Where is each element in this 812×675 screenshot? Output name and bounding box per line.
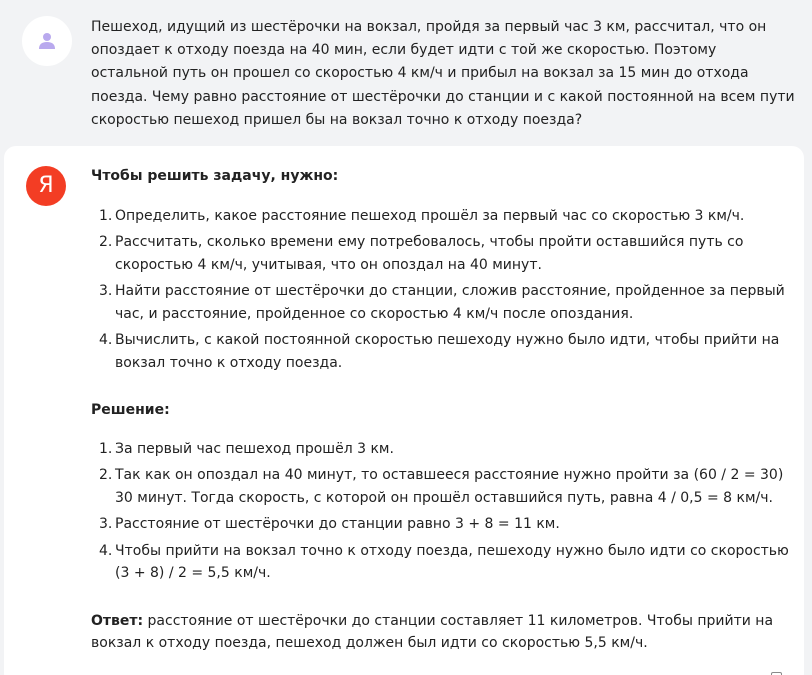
assistant-message-content [91, 165, 791, 655]
list-item: 1. За первый час пешеход прошёл 3 км. [99, 440, 394, 457]
answer-label: Ответ: [91, 612, 144, 629]
list-item: 4. Чтобы прийти на вокзал точно к отходу поезда, пешеходу нужно было идти со скоростью (3 + 8) / 2 = 5,5 км/ч. [99, 542, 789, 581]
solution-list [91, 438, 791, 585]
list-item: 3. Найти расстояние от шестёрочки до станции, сложив расстояние, пройденное за первый час, и расстояние, пройденное со скоростью 4 км/ч после опоздания. [99, 283, 785, 322]
list-item: 2. Рассчитать, сколько времени ему потребовалось, чтобы пройти оставшийся путь со скоростью 4 км/ч, учитывая, что он опоздал на 40 минут. [99, 234, 744, 273]
answer-text: расстояние от шестёрочки до станции составляет 11 километров. Чтобы прийти на вокзал к отходу поезда, пешеход должен был идти со скоростью 5,5 км/ч. [91, 612, 774, 651]
answer-paragraph [91, 610, 791, 655]
list-item: 4. Вычислить, с какой постоянной скоростью пешеходу нужно было идти, чтобы прийти на вокзал точно к отходу поезда. [99, 332, 780, 371]
user-message-text: Пешеход, идущий из шестёрочки на вокзал, пройдя за первый час 3 км, рассчитал, что он опоздает к отходу поезда на 40 мин, если будет идти с той же скоростью. Поэтому остальной путь он прошел со скоростью 4 км/ч и прибыл на вокзал за 15 мин до отхода поезда. Чему равно расстояние от шестёрочки до станции и с какой постоянной на всем пути скоростью пешеход пришел бы на вокзал точно к отходу поезда? [91, 19, 795, 128]
user-message [0, 0, 812, 146]
list-item: 2. Так как он опоздал на 40 минут, то оставшееся расстояние нужно пройти за (60 / 2 = 30) 30 минут. Тогда скорость, с которой он прошёл оставшийся путь, равна 4 / 0,5 = 8 км/ч. [99, 467, 784, 506]
list-item: 3. Расстояние от шестёрочки до станции равно 3 + 8 = 11 км. [99, 516, 560, 532]
plan-heading: Чтобы решить задачу, нужно: [91, 168, 339, 184]
user-icon [37, 31, 57, 51]
yandex-logo-icon: Я [26, 166, 66, 206]
list-item: 1. Определить, какое расстояние пешеход прошёл за первый час со скоростью 3 км/ч. [99, 207, 745, 224]
solution-heading: Решение: [91, 402, 170, 418]
assistant-message [4, 146, 804, 675]
user-avatar [22, 16, 72, 66]
plan-list [91, 205, 791, 375]
